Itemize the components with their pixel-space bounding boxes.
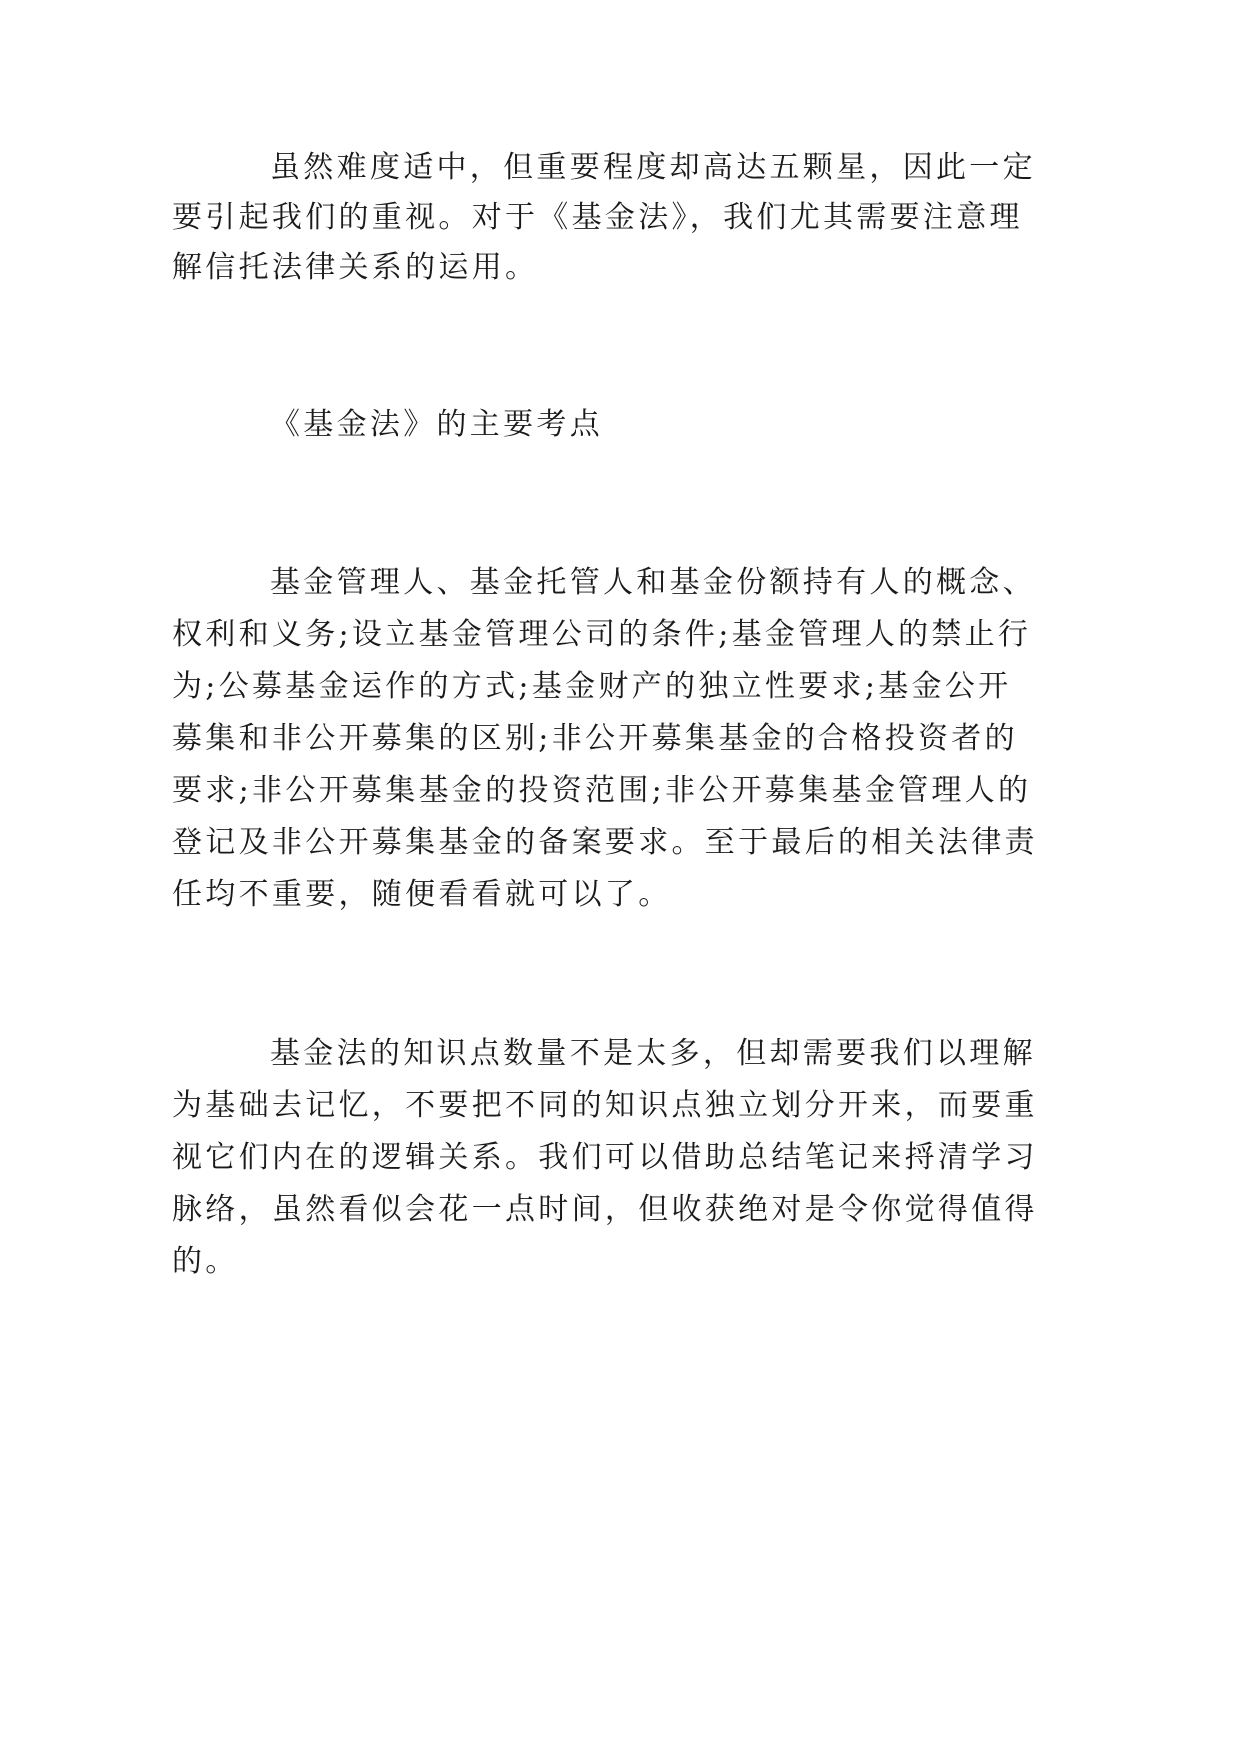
paragraph-3-line-1: 基金法的知识点数量不是太多，但却需要我们以理解 bbox=[270, 1036, 1036, 1071]
paragraph-2-line-6: 登记及非公开募集基金的备案要求。至于最后的相关法律责 bbox=[172, 825, 1038, 860]
paragraph-1-line-3: 解信托法律关系的运用。 bbox=[172, 250, 539, 285]
paragraph-2-line-7: 任均不重要，随便看看就可以了。 bbox=[172, 877, 672, 912]
paragraph-3-line-4: 脉络，虽然看似会花一点时间，但收获绝对是令你觉得值得 bbox=[172, 1192, 1038, 1227]
paragraph-2-line-1: 基金管理人、基金托管人和基金份额持有人的概念、 bbox=[270, 565, 1036, 600]
paragraph-3-line-5: 的。 bbox=[172, 1244, 239, 1279]
paragraph-1-line-1: 虽然难度适中，但重要程度却高达五颗星，因此一定 bbox=[270, 150, 1036, 185]
section-heading: 《基金法》的主要考点 bbox=[270, 407, 603, 442]
paragraph-1-line-2: 要引起我们的重视。对于《基金法》，我们尤其需要注意理 bbox=[172, 200, 1023, 235]
paragraph-2-line-2: 权利和义务;设立基金管理公司的条件;基金管理人的禁止行 bbox=[172, 617, 1032, 652]
paragraph-2-line-5: 要求;非公开募集基金的投资范围;非公开募集基金管理人的 bbox=[172, 773, 1032, 808]
paragraph-3-line-3: 视它们内在的逻辑关系。我们可以借助总结笔记来捋清学习 bbox=[172, 1140, 1038, 1175]
paragraph-2-line-4: 募集和非公开募集的区别;非公开募集基金的合格投资者的 bbox=[172, 721, 1018, 756]
paragraph-2-line-3: 为;公募基金运作的方式;基金财产的独立性要求;基金公开 bbox=[172, 669, 1012, 704]
paragraph-3-line-2: 为基础去记忆，不要把不同的知识点独立划分开来，而要重 bbox=[172, 1088, 1038, 1123]
